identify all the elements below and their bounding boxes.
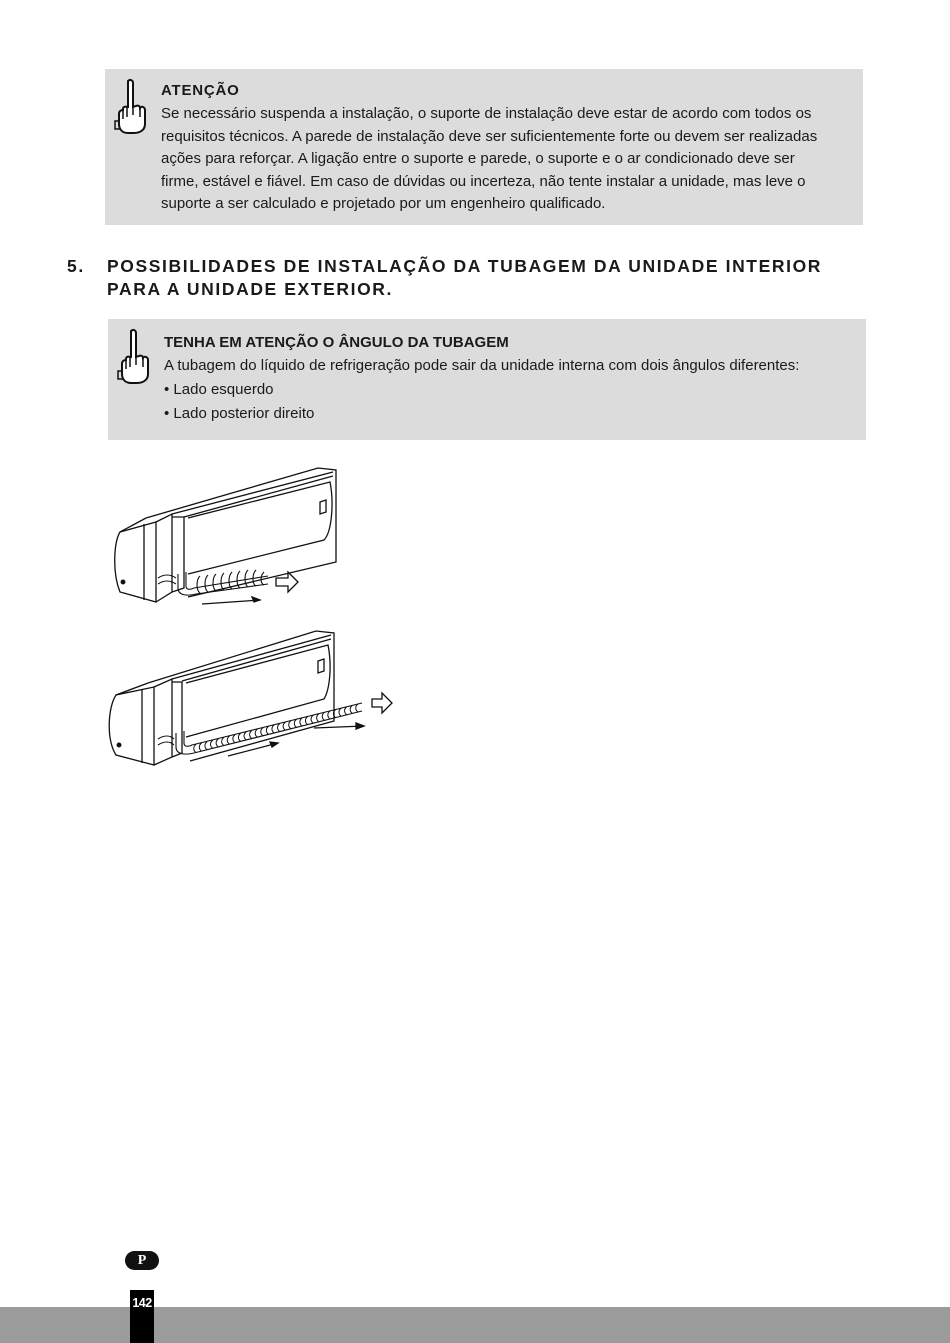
pipe-angle-notice — [108, 319, 866, 440]
section-number: 5. — [67, 256, 85, 276]
bullet-left-side: • Lado esquerdo — [164, 380, 274, 398]
section-title-line: PARA A UNIDADE EXTERIOR. — [107, 279, 394, 299]
pointing-hand-icon — [112, 77, 148, 135]
indoor-unit-rear-right-exit-diagram — [102, 625, 402, 770]
section-title-line: POSSIBILIDADES DE INSTALAÇÃO DA TUBAGEM DA UNIDADE INTERIOR — [107, 256, 823, 276]
attention-line: ações para reforçar. A ligação entre o suporte e parede, o suporte e o ar condicionado deve ser — [161, 150, 795, 167]
pointing-hand-icon — [115, 327, 151, 385]
pipe-notice-text: A tubagem do líquido de refrigeração pode sair da unidade interna com dois ângulos diferentes: — [164, 357, 800, 374]
indoor-unit-left-exit-diagram — [108, 462, 348, 612]
language-badge: P — [125, 1251, 159, 1270]
attention-line: firme, estável e fiável. Em caso de dúvidas ou incerteza, não tente instalar a unidade, mas leve o — [161, 172, 806, 190]
attention-title: ATENÇÃO — [161, 82, 240, 99]
attention-notice — [105, 69, 863, 225]
attention-line: Se necessário suspenda a instalação, o suporte de instalação deve estar de acordo com todos os — [161, 105, 812, 122]
page-number: 142 — [130, 1290, 154, 1343]
pipe-notice-title: TENHA EM ATENÇÃO O ÂNGULO DA TUBAGEM — [164, 334, 509, 351]
bullet-rear-right: • Lado posterior direito — [164, 404, 315, 422]
attention-line: suporte a ser calculado e projetado por um engenheiro qualificado. — [161, 195, 606, 212]
attention-line: requisitos técnicos. A parede de instalação deve ser suficientemente forte ou devem ser realizadas — [161, 127, 818, 145]
